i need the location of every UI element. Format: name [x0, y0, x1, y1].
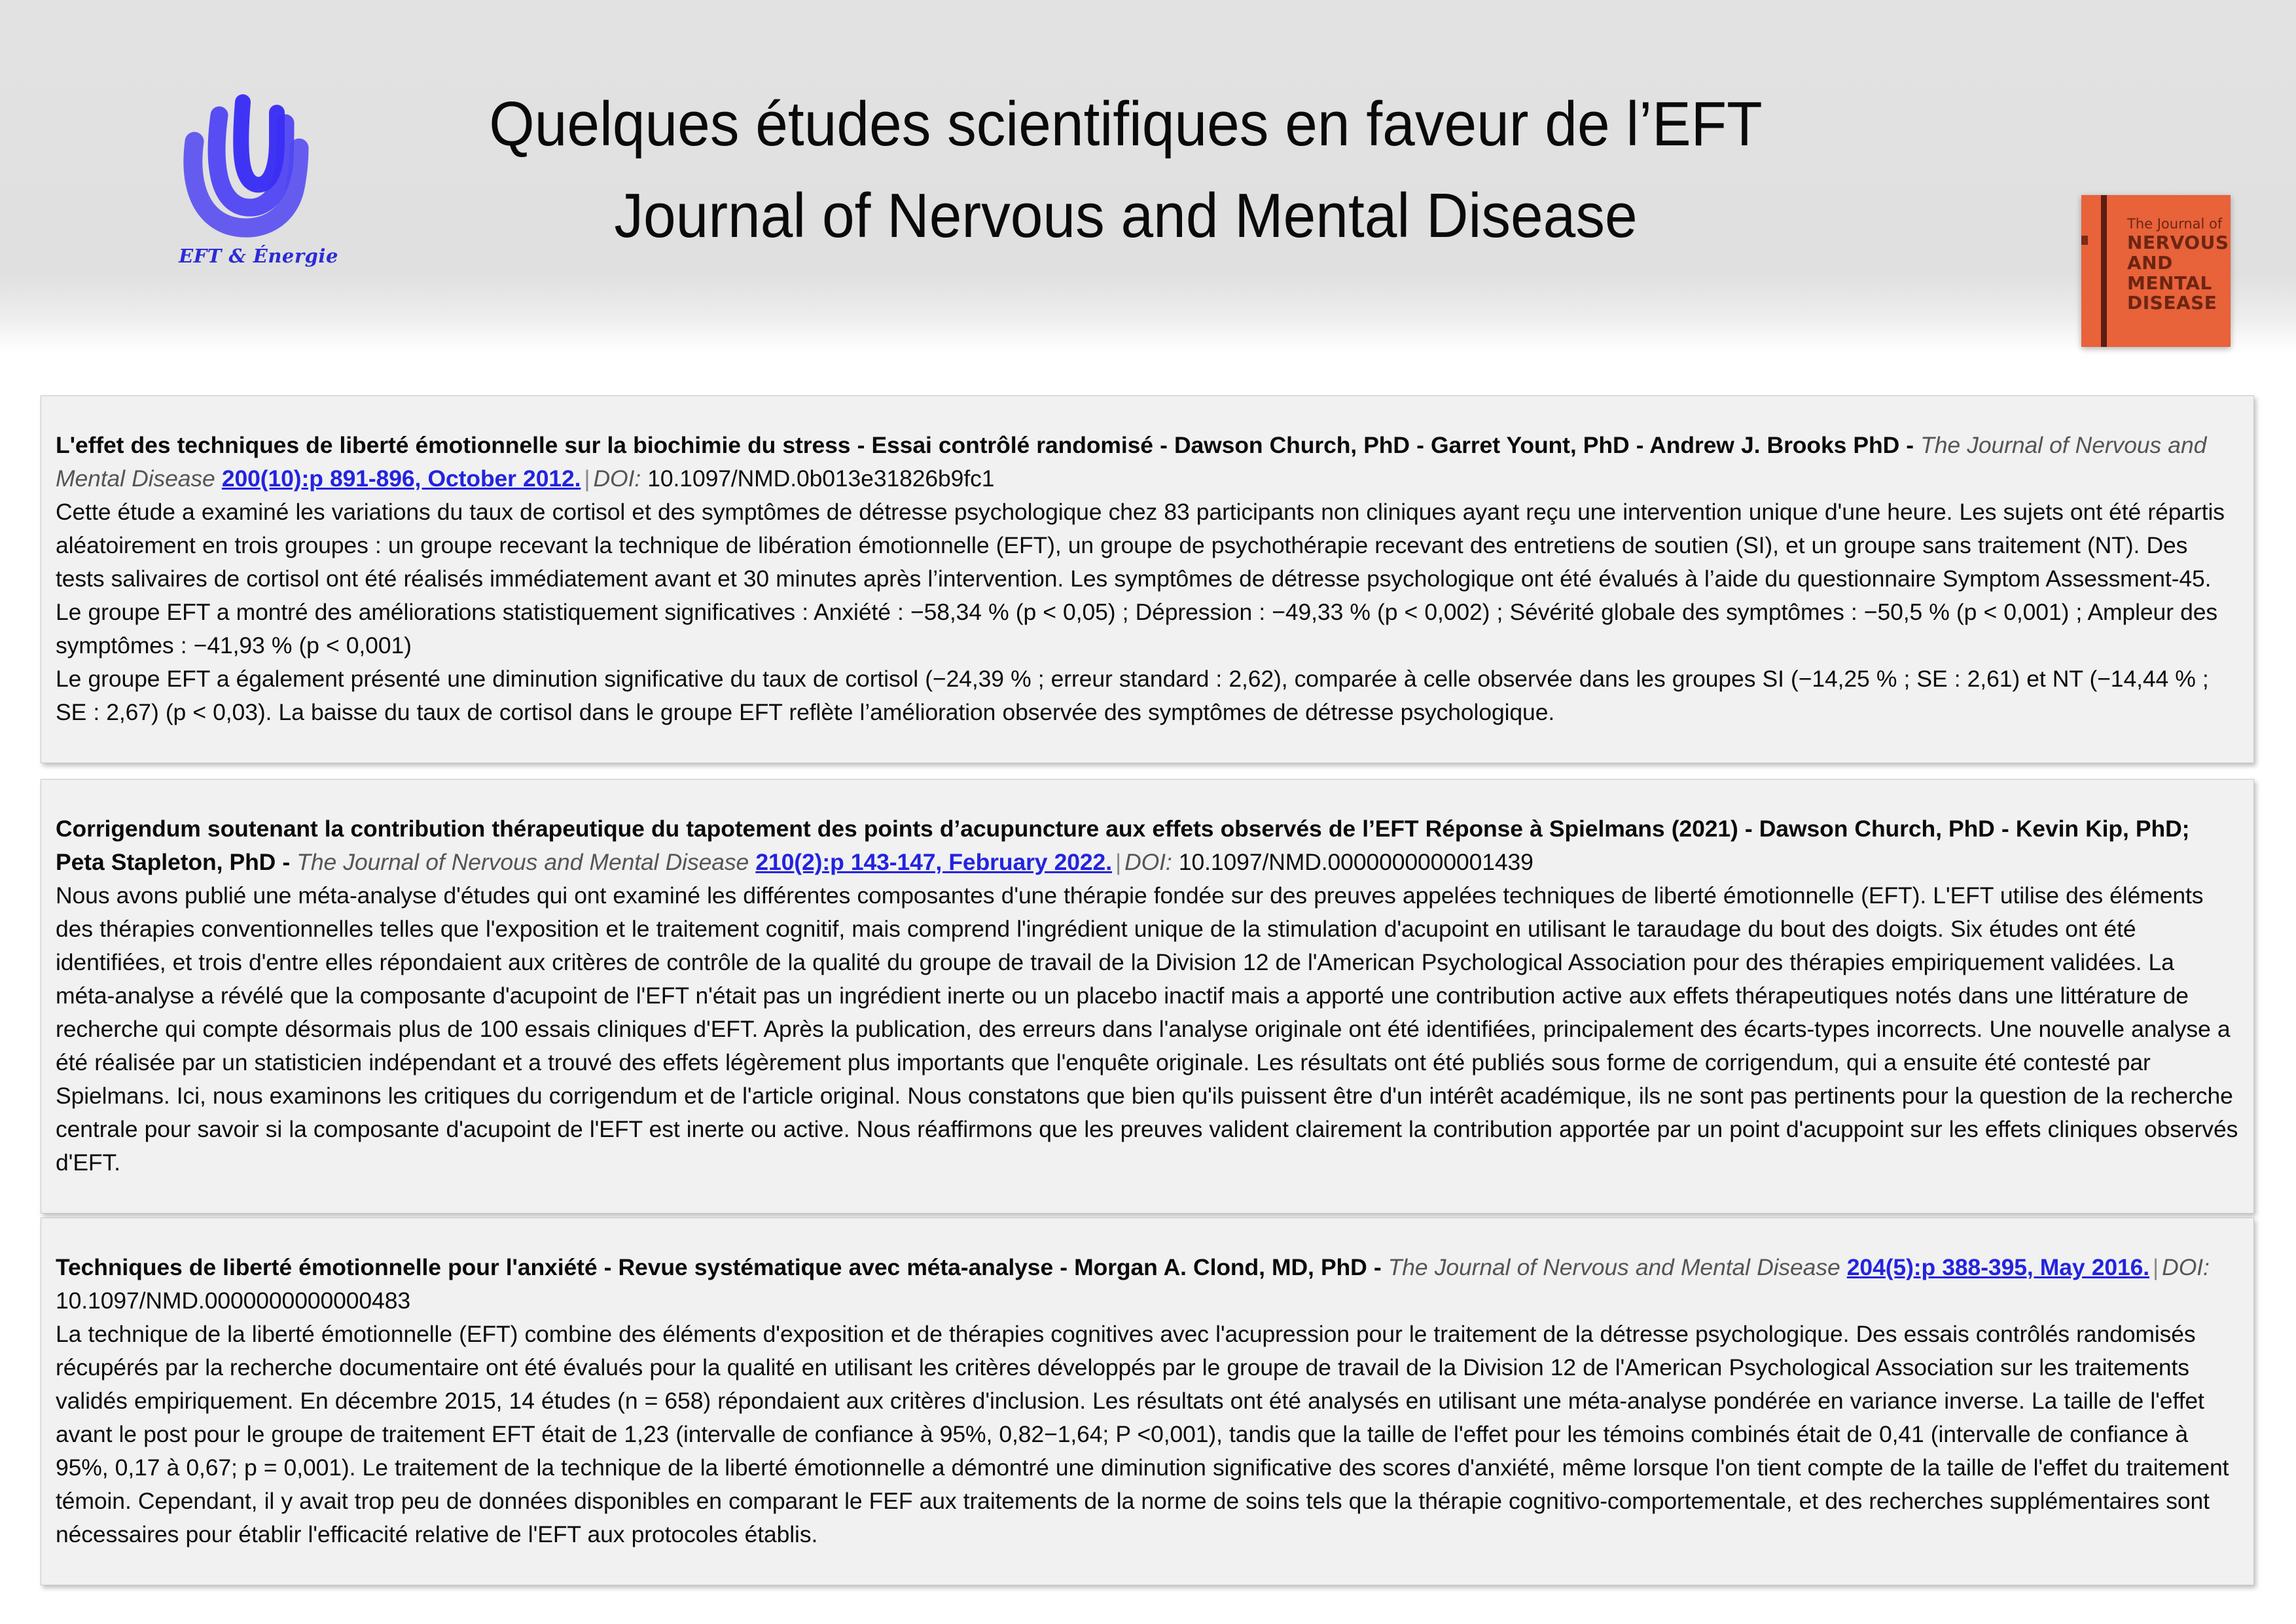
journal-cover-thumbnail: [2081, 195, 2231, 347]
study-abstract-fragment: Nous avons publié une méta-analyse d'études qui ont examiné les différentes composantes d'une thérapie fondée sur des preuves appelées techniques de liberté émotionnelle (EFT). L'EFT utilise des éléments des thérapies conventionnelles telles que: [56, 882, 2204, 942]
study-abstract-fragment: La technique de la liberté émotionnelle (EFT) combine des éléments d'exposition et de thérapies cognitives avec l'acupression pour le traitement de la détresse psychologique. Des essais contrôlés randomisés récupérés par la recherche documentaire ont été évalués pour la qualité en utilisant les critères développés par le groupe de travail de la Division 12 de l'American Psychological Association sur les traitements validés empiriquement. En décembre 2015, 14 études (n = 658) répondaient aux critères d'inclusion. Les résultats ont été analysés en utilisant une méta-analyse pondérée en variance inverse. La taille de l'effet avant le post pour le groupe de traitement EFT était de 1,23 (intervalle de confiance à 95%, 0,82−1,64; P <0,001), tandis que la taille de l'effet pour les témoins combinés était de 0,41 (intervalle de confiance à 95%, 0,17 à 0,67; p = 0,001). Le traitement de la technique de la liberté émotionnelle a démontré une: [56, 1320, 2204, 1481]
study-abstract-fragment: La baisse du taux de cortisol dans le groupe EFT reflète l’amélioration observée des symptômes de détresse psychologique.: [278, 698, 1555, 725]
study-abstract-fragment: , même lorsque l'on tient compte de la taille de l'effet du traitement témoin. Cependant, il y avait trop peu de données disponibles en comparant le FEF aux traitements de la norme de soins tels que la thérapie cognitivo-comportementale, et des recherches supplémentaires sont nécessaires pour établir l'efficacité relative de l'EFT aux protocoles établis.: [56, 1454, 2229, 1547]
journal-cover-line-4: DISEASE: [2127, 292, 2217, 314]
study-doi-value: 10.1097/NMD.0000000000001439: [1172, 848, 1534, 875]
journal-cover-line-small: The Journal of: [2127, 216, 2223, 232]
study-abstract-fragment: Ampleur des symptômes: [56, 598, 2218, 659]
page-title-line-2: Journal of Nervous and Mental Disease: [614, 181, 1638, 251]
study-abstract-fragment: : −50,5 % (p < 0,001) ;: [1844, 598, 2088, 625]
journal-cover-line-1: NERVOUS: [2127, 232, 2229, 254]
study-body: [56, 812, 2239, 1180]
citation-separator: |: [1115, 848, 1122, 875]
study-abstract-fragment: : −49,33 % (p < 0,002) ;: [1252, 598, 1510, 625]
study-abstract-fragment: une intervention unique d'une heure: [1577, 498, 1946, 525]
study-abstract-fragment: Cette étude a examiné les variations du taux de cortisol et des symptômes de détresse psychologique chez 83 participants non cliniques ayant reçu: [56, 498, 1578, 525]
citation-separator: |: [2153, 1254, 2159, 1280]
study-abstract-fragment: , mais comprend: [838, 915, 1017, 942]
study-abstract-fragment: diminution significative du taux de cortisol: [492, 665, 919, 692]
study-abstract-fragment: Sévérité globale des symptômes: [1509, 598, 1844, 625]
citation-separator: |: [584, 465, 590, 492]
study-abstract-fragment: ont été réalisés immédiatement avant et 30 minutes après l’intervention. Les symptômes de détresse psychologique ont été évalués à l’aide du questionnaire Symptom Assessment-45.: [319, 565, 2212, 592]
page-title-line-1: Quelques études scientifiques en faveur de l’EFT: [489, 89, 1763, 159]
journal-cover-line-2: AND: [2127, 251, 2173, 274]
study-title: L'effet des techniques de liberté émotionnelle sur la biochimie du stress - Essai contrôlé randomisé - Dawson Church, PhD - Garret Yount, PhD - Andrew J. Brooks PhD -: [56, 431, 1921, 458]
journal-cover-text: [2127, 217, 2229, 314]
logo-wordmark: EFT & Énergie: [179, 245, 338, 267]
study-abstract-fragment: Nous réaffirmons que les preuves valident clairement la contribution apportée par un point d'acuppoint sur les effets cliniques observés d'EFT.: [56, 1115, 2238, 1176]
study-abstract-fragment: (−24,39 % ; erreur standard : 2,62), comparée à celle observée dans les groupes SI (−14,25 % ; SE : 2,61) et NT (−14,44 % ; SE : 2,67) (p < 0,03).: [56, 665, 2209, 725]
journal-cover-spine: [2101, 195, 2107, 347]
study-abstract-fragment: effets légèrement plus importants que l'enquête originale: [662, 1049, 1244, 1075]
header-banner: [0, 0, 2296, 352]
study-doi-label: DOI:: [593, 465, 641, 492]
study-card: [41, 1218, 2254, 1585]
study-abstract-fragment: Le groupe EFT a montré des améliorations statistiquement significatives : Anxiété: [56, 598, 891, 625]
study-doi-value: 10.1097/NMD.0b013e31826b9fc1: [641, 465, 995, 492]
study-doi-value: 10.1097/NMD.0000000000000483: [56, 1287, 410, 1314]
study-card: [41, 779, 2254, 1214]
study-citation-link[interactable]: 210(2):p 143-147, February 2022.: [755, 848, 1112, 875]
study-card: [41, 395, 2254, 763]
study-title: Techniques de liberté émotionnelle pour l'anxiété - Revue systématique avec méta-analyse - Morgan A. Clond, MD, PhD -: [56, 1254, 1388, 1280]
study-abstract-fragment: : −41,93 % (p < 0,001): [173, 632, 412, 659]
study-abstract-fragment: l'exposition et le traitement cognitif: [485, 915, 839, 942]
study-abstract-fragment: diminution significative des scores d'anxiété: [1100, 1454, 1549, 1481]
study-journal-name: The Journal of Nervous and Mental Disease: [56, 431, 2207, 492]
study-journal-name: The Journal of Nervous and Mental Disease: [296, 848, 756, 875]
study-abstract-fragment: Dépression: [1135, 598, 1253, 625]
study-abstract-fragment: . Les résultats ont été publiés sous forme de corrigendum, qui a ensuite été contesté par Spielmans. Ici, nous examinons les critiques du corrigendum et de l'article original. Nous constatons que bien qu'ils puissent être d'un intérêt académique, ils ne sont pas pertinents pour la question de la recherche centrale pour savoir si la composante d'acupoint de l'EFT est inerte ou active.: [56, 1049, 2233, 1142]
study-abstract-fragment: l'ingrédient unique de la stimulation d'acupoint: [1016, 915, 1489, 942]
study-abstract-fragment: Des tests salivaires de cortisol: [56, 532, 2188, 592]
page-title: [367, 79, 1885, 262]
brand-logo: [160, 65, 363, 281]
study-journal-name: The Journal of Nervous and Mental Disease: [1388, 1254, 1847, 1280]
study-doi-label: DOI:: [2162, 1254, 2210, 1280]
journal-cover-edge-mark: [2081, 236, 2088, 245]
study-abstract-fragment: . Les sujets ont été répartis aléatoirement en trois groupes : un groupe recevant la technique de libération émotionnelle (EFT), un groupe de psychothérapie recevant des entretiens de soutien (SI), et un groupe sans traitement (NT).: [56, 498, 2225, 558]
study-doi-label: DOI:: [1124, 848, 1172, 875]
study-abstract-fragment: en utilisant le taraudage du bout des doigts. Six études ont été identifiées, et trois d'entre elles répondaient aux critères de contrôle de la qualité du groupe de travail de la Division 12 de l'American Psychological Association pour des thérapies empiriquement validées. La méta-analyse a révélé que la composante d'acupoint de l'EFT n'était pas un ingrédient inerte ou un placebo inactif mais a apporté une contribution active aux effets thérapeutiques notés dans une littérature de recherche qui compte désormais plus de 100 essais cliniques d'EFT. Après la publication, des erreurs dans l'analyse originale ont été identifiées, principalement des écarts-types incorrects. Une nouvelle analyse a été réalisée par un statisticien indépendant et a trouvé des: [56, 915, 2231, 1075]
journal-cover-line-3: MENTAL: [2127, 272, 2212, 294]
study-citation-link[interactable]: 200(10):p 891-896, October 2012.: [221, 465, 581, 492]
study-abstract-fragment: : −58,34 % (p < 0,05) ;: [890, 598, 1136, 625]
hand-brushstroke-icon: [160, 65, 357, 242]
study-abstract-fragment: Le groupe EFT a également présenté une: [56, 665, 493, 692]
study-citation-link[interactable]: 204(5):p 388-395, May 2016.: [1846, 1254, 2150, 1280]
study-title: Corrigendum soutenant la contribution thérapeutique du tapotement des points d’acupuncture aux effets observés de l’EFT Réponse à Spielmans (2021) - Dawson Church, PhD - Kevin Kip, PhD; Peta Stapleton, PhD -: [56, 815, 2190, 875]
study-body: [56, 429, 2239, 729]
study-body: [56, 1251, 2239, 1551]
